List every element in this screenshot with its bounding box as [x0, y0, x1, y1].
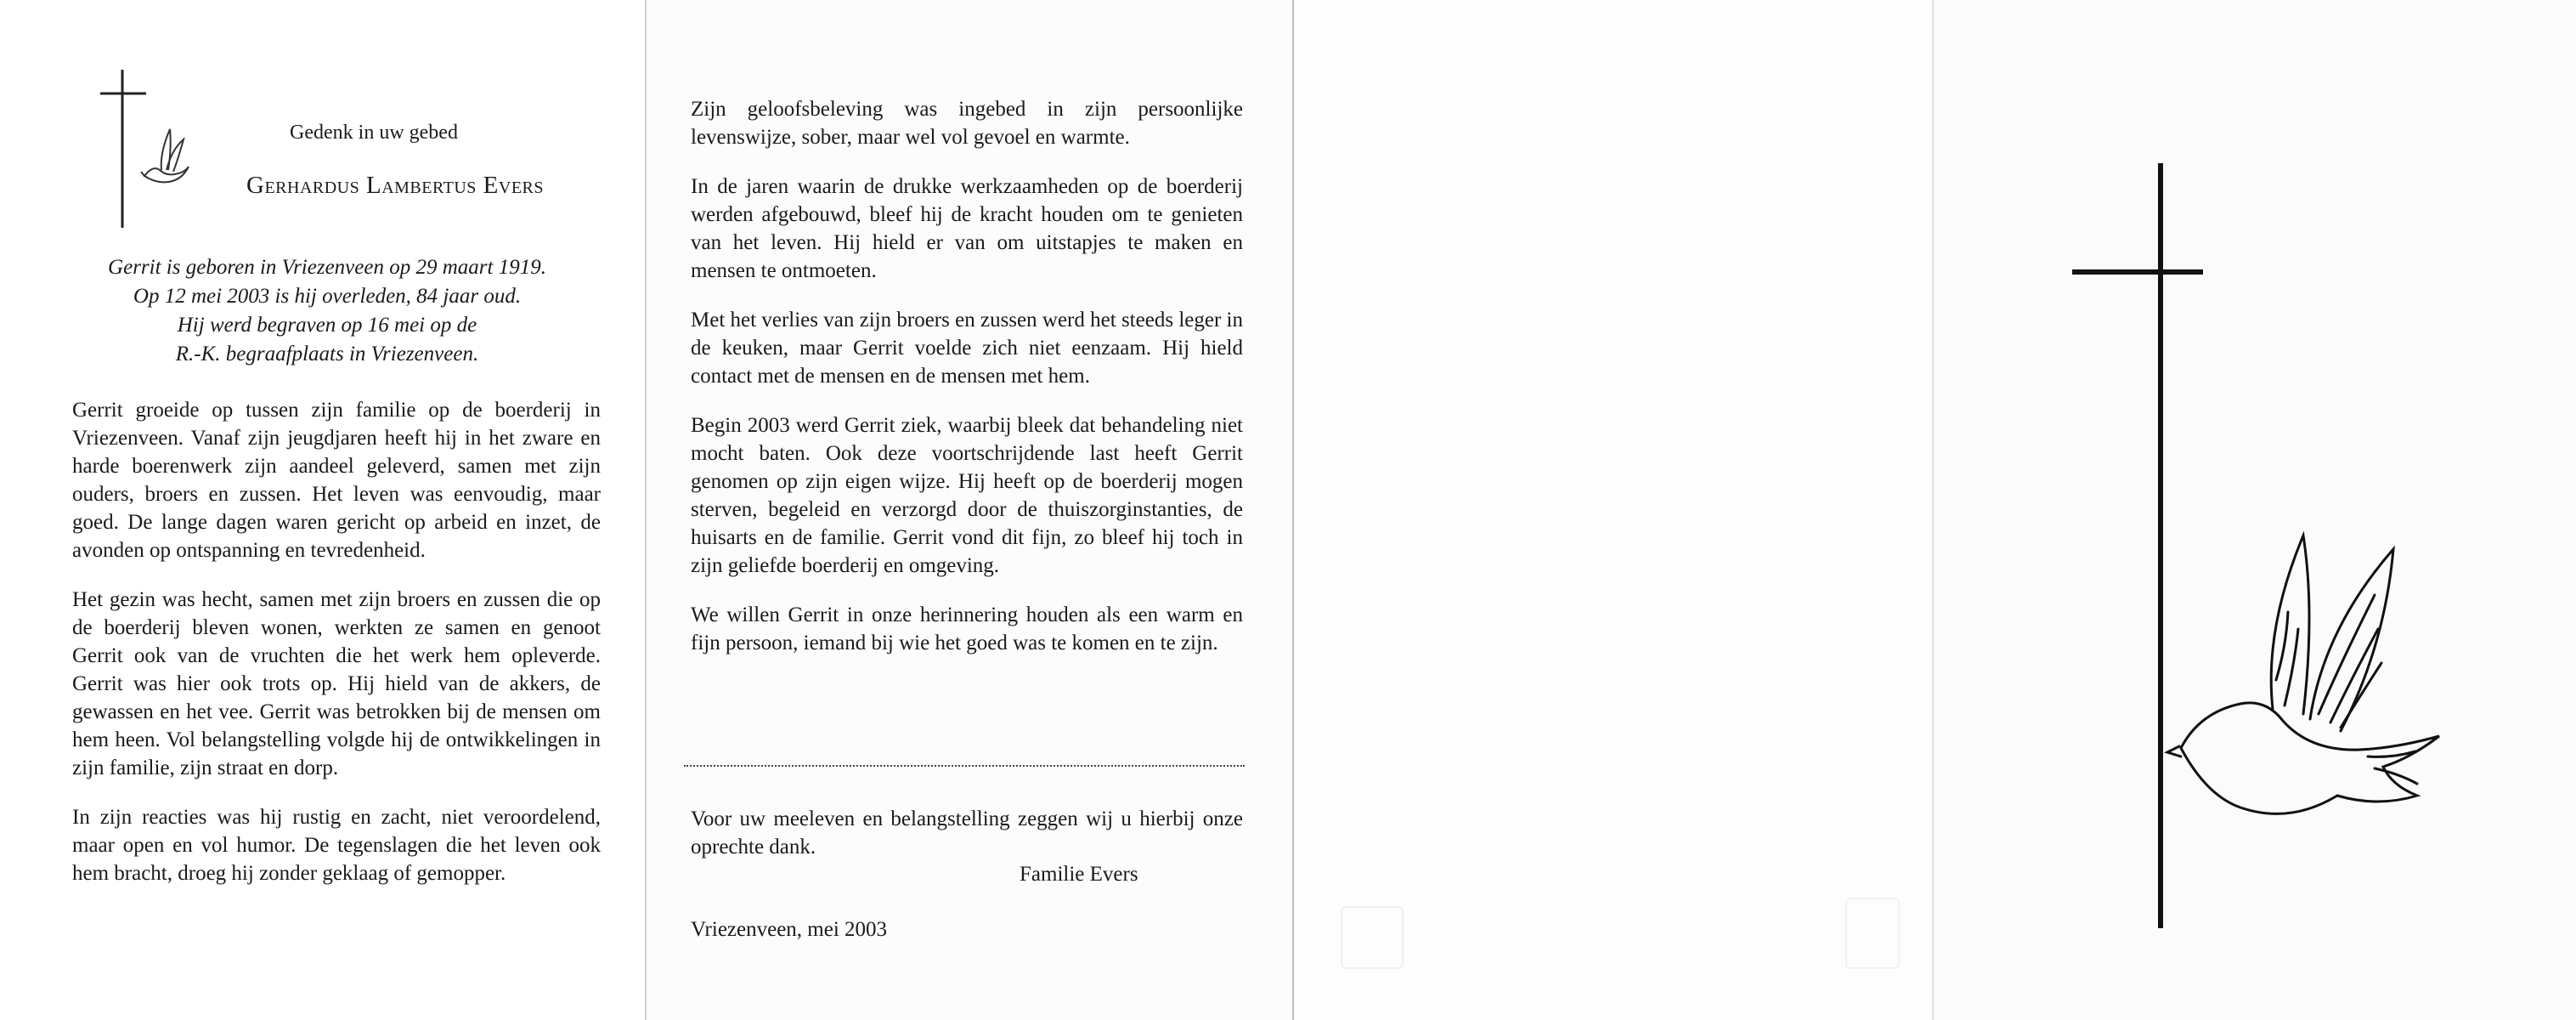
biography-column-1: [72, 396, 601, 909]
paragraph: Gerrit groeide op tussen zijn familie op de boerderij in Vriezenveen. Vanaf zijn jeugdjaren heeft hij in het zware en harde boerenwerk zijn aandeel geleverd, samen met zijn ouders, broers en zussen. Het leven was eenvoudig, maar goed. De lange dagen waren gericht op arbeid en inzet, de avonden op ontspanning en tevredenheid.: [72, 399, 601, 562]
dove-icon: [2167, 536, 2439, 813]
place-date: Vriezenveen, mei 2003: [691, 918, 888, 941]
faint-stamp-mark: [1845, 898, 1900, 969]
cover-illustration: [2018, 153, 2477, 935]
thanks-text: Voor uw meeleven en belangstelling zeggen wij u hierbij onze oprechte dank.: [691, 808, 1243, 858]
cross-dove-emblem: [93, 70, 195, 231]
fold-line: [1932, 0, 1934, 1020]
intro-line: Hij werd begraven op 16 mei op de: [177, 314, 477, 337]
fold-line: [645, 0, 647, 1020]
fold-line: [1292, 0, 1294, 1020]
paragraph: Zijn geloofsbeleving was ingebed in zijn persoonlijke levenswijze, sober, maar wel vol gevoel en warmte.: [691, 98, 1243, 149]
faint-stamp-mark: [1341, 906, 1404, 969]
intro-line: Gerrit is geboren in Vriezenveen op 29 maart 1919.: [108, 256, 546, 279]
paragraph: In zijn reacties was hij rustig en zacht, niet veroordelend, maar open en vol humor. De tegenslagen die het leven ook hem bracht, droeg hij zonder geklaag of gemopper.: [72, 806, 601, 885]
biography-column-2: [691, 95, 1243, 678]
deceased-name: Gerhardus Lambertus Evers: [246, 172, 544, 199]
signature: Familie Evers: [1020, 863, 1138, 886]
paragraph: Het gezin was hecht, samen met zijn broers en zussen die op de boerderij bleven wonen, werkten ze samen en genoot Gerrit ook van de vruchten die het werk hem opleverde. Gerrit was hier ook trots op. Hij hield van de akkers, de gewassen en het vee. Gerrit was betrokken bij de mensen om hem heen. Vol belangstelling volgde hij de ontwikkelingen in zijn familie, zijn straat en dorp.: [72, 588, 601, 779]
page-blank: [1293, 0, 1933, 1020]
intro-block: [72, 253, 582, 369]
page-cover: [1933, 0, 2576, 1020]
paragraph: We willen Gerrit in onze herinnering houden als een warm en fijn persoon, iemand bij wie het goed was te komen en te zijn.: [691, 604, 1243, 654]
paragraph: In de jaren waarin de drukke werkzaamheden op de boerderij werden afgebouwd, bleef hij de kracht houden om te genieten van het leven. Hij hield er van om uitstapjes te maken en mensen te ontmoeten.: [691, 175, 1243, 282]
page-right: [646, 0, 1293, 1020]
paragraph: Met het verlies van zijn broers en zussen werd het steeds leger in de keuken, maar Gerrit voelde zich niet eenzaam. Hij hield contact met de mensen en de mensen met hem.: [691, 309, 1243, 388]
intro-line: Op 12 mei 2003 is hij overleden, 84 jaar oud.: [133, 285, 522, 308]
cross-icon: [2072, 163, 2203, 928]
heading: Gedenk in uw gebed: [290, 122, 458, 144]
paragraph: Begin 2003 werd Gerrit ziek, waarbij bleek dat behandeling niet mocht baten. Ook deze voortschrijdende last heeft Gerrit genomen op zijn eigen wijze. Hij heeft op de boerderij mogen sterven, begeleid en verzorgd door de thuiszorginstanties, de huisarts en de familie. Gerrit vond dit fijn, zo bleef hij toch in zijn geliefde boerderij en omgeving.: [691, 414, 1243, 577]
dotted-divider: [684, 765, 1245, 767]
dove-icon: [141, 129, 189, 182]
cross-icon: [100, 70, 146, 228]
intro-line: R.-K. begraafplaats in Vriezenveen.: [175, 343, 479, 366]
page-left: [0, 0, 646, 1020]
